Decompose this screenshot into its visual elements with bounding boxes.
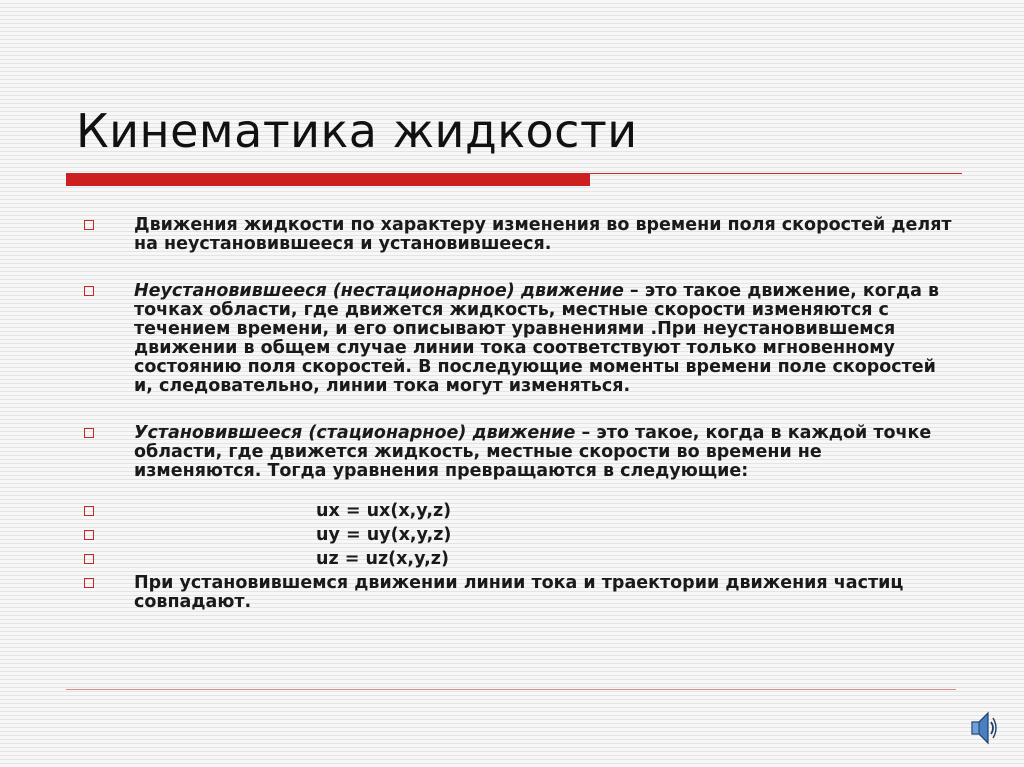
formula-uy: uy = uy(x,y,z) [316,525,452,545]
bullet-text: – это такое, когда в каждой точке области, где движется жидкость, местные скорости во времени не изменяются. Тогда уравнения превращаются в следующие: [134,423,932,481]
slide-title: Кинематика жидкости [76,104,638,158]
bullet-list [84,216,954,612]
footer-rule [66,689,956,690]
square-bullet-icon [84,286,94,296]
bullet-item-streamlines-trajectories [84,574,954,612]
square-bullet-icon [84,530,94,540]
bullet-term: Неустановившееся (нестационарное) движение [134,281,624,301]
speaker-icon[interactable] [968,708,998,748]
bullet-text: При установившемся движении линии тока и траектории движения частиц совпадают. [134,573,904,612]
formula-ux: ux = ux(x,y,z) [316,501,452,521]
bullet-text: – это такое движение, когда в точках области, где движется жидкость, местные скорости изменяются с течением времени, и его описывают уравнениями .При неустановившемся движении в общем случае линии тока соответствуют только мгновенному состоянию поля скоростей. В последующие моменты времени поле скоростей и, следовательно, линии тока могут изменяться. [134,281,940,396]
bullet-item-steady-motion [84,424,954,481]
square-bullet-icon [84,578,94,588]
bullet-item-formula-uz [84,550,954,569]
bullet-text: Движения жидкости по характеру изменения во времени поля скоростей делят на неустановившееся и установившееся. [134,215,952,254]
bullet-item-formula-uy [84,526,954,545]
formula-uz: uz = uz(x,y,z) [316,549,449,569]
bullet-item-motion-classification [84,216,954,254]
bullet-item-unsteady-motion [84,282,954,396]
square-bullet-icon [84,428,94,438]
square-bullet-icon [84,506,94,516]
title-rule-thick [66,174,590,186]
square-bullet-icon [84,554,94,564]
square-bullet-icon [84,220,94,230]
bullet-term: Установившееся (стационарное) движение [134,423,576,443]
bullet-item-formula-ux [84,502,954,521]
